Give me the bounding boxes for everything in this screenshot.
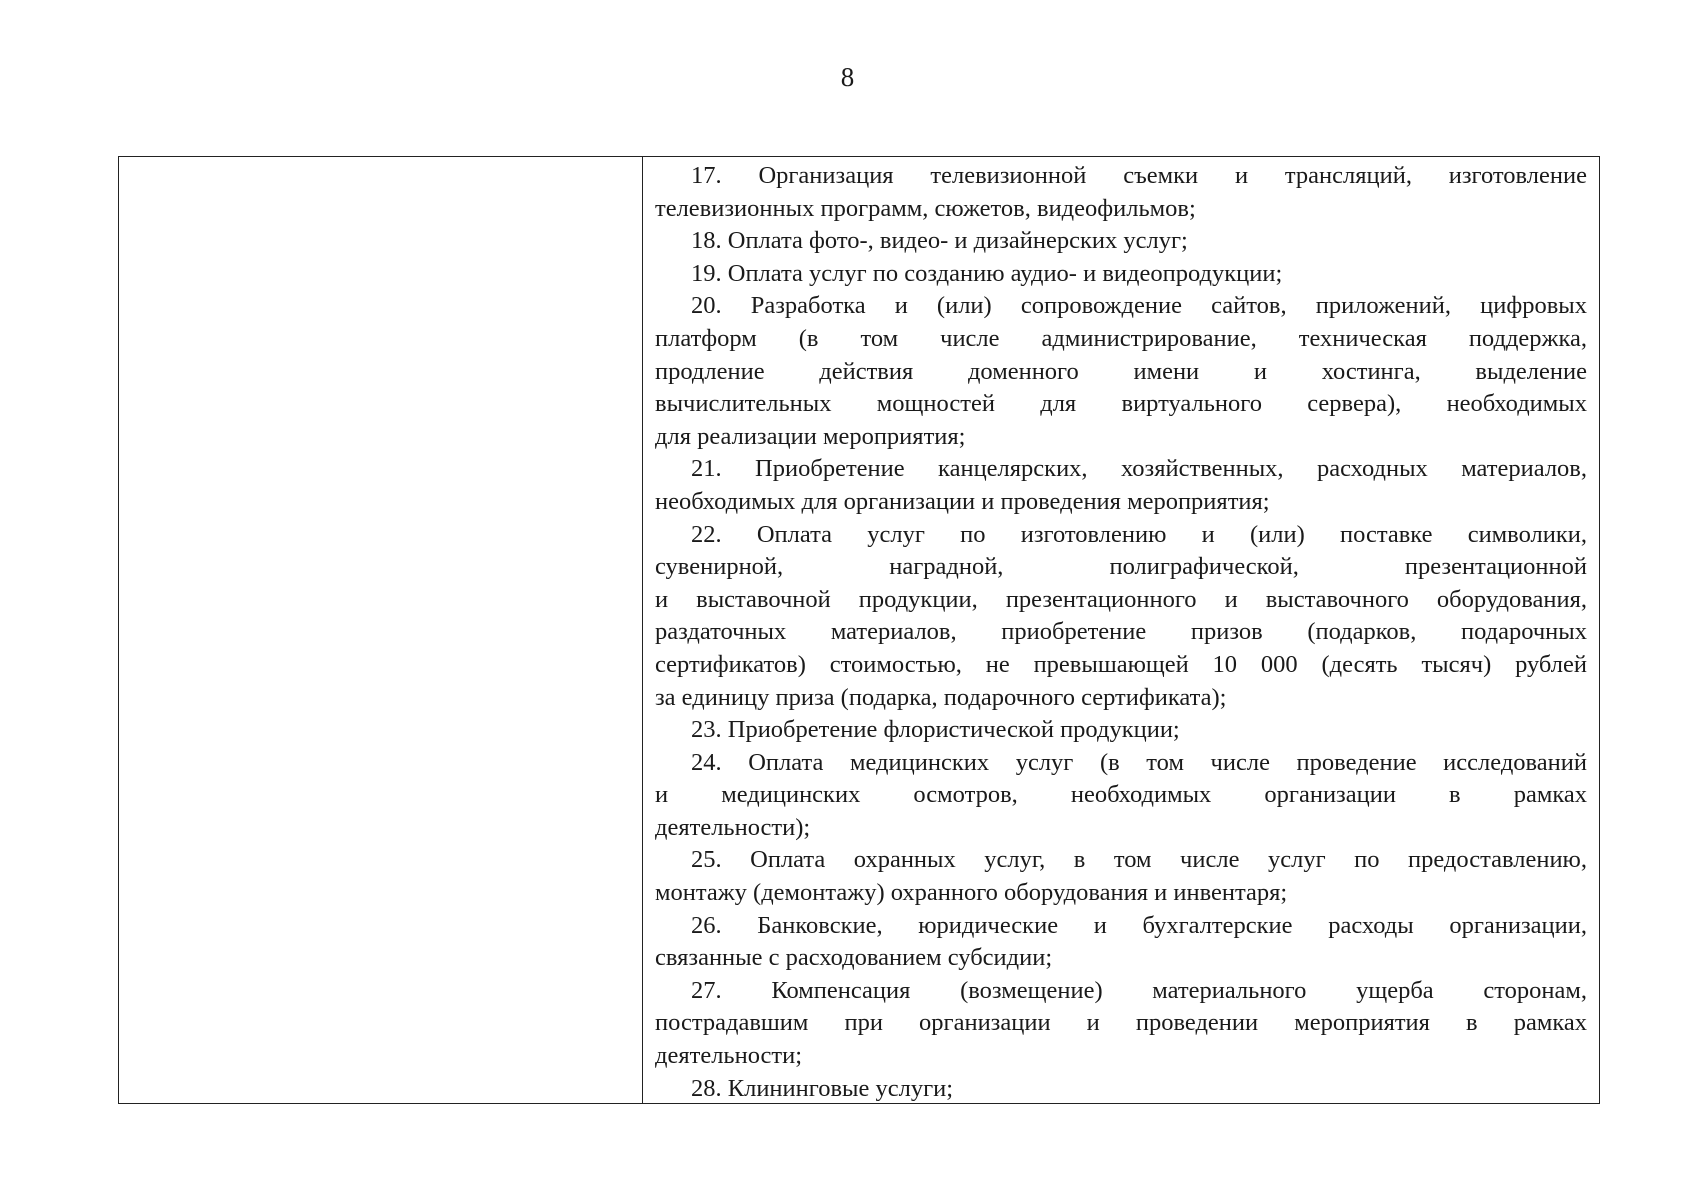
list-item [655,519,1587,715]
table-left-column [119,157,643,1103]
text-line: вычислительных мощностей для виртуального сервера), необходимых [655,390,1587,418]
text-line: связанные с расходованием субсидии; [655,944,1053,972]
text-line: для реализации мероприятия; [655,422,966,450]
text-line: продление действия доменного имени и хостинга, выделение [655,357,1587,385]
text-line: 27. Компенсация (возмещение) материального ущерба сторонам, [691,976,1587,1004]
list-item [655,225,1587,258]
text-line: 19. Оплата услуг по созданию аудио- и видеопродукции; [691,259,1283,287]
list-item [655,975,1587,1073]
text-line: деятельности; [655,1042,803,1070]
text-line: и медицинских осмотров, необходимых организации в рамках [655,781,1587,809]
document-table [118,156,1600,1104]
text-line: телевизионных программ, сюжетов, видеофильмов; [655,194,1196,222]
text-line: 24. Оплата медицинских услуг (в том числе проведение исследований [691,748,1587,776]
text-line: сувенирной, наградной, полиграфической, презентационной [655,553,1587,581]
list-item [655,160,1587,225]
text-line: деятельности); [655,813,811,841]
list-item [655,714,1587,747]
list-item [655,747,1587,845]
text-line: за единицу приза (подарка, подарочного сертификата); [655,683,1227,711]
list-item [655,258,1587,291]
text-line: пострадавшим при организации и проведении мероприятия в рамках [655,1009,1587,1037]
list-item [655,290,1587,453]
table-right-column [655,160,1587,1105]
list-item [655,844,1587,909]
text-line: монтажу (демонтажу) охранного оборудования и инвентаря; [655,879,1288,907]
text-line: 18. Оплата фото-, видео- и дизайнерских услуг; [691,227,1188,255]
list-item [655,910,1587,975]
page-number: 8 [840,62,855,92]
text-line: 23. Приобретение флористической продукции; [691,716,1180,744]
text-line: 25. Оплата охранных услуг, в том числе услуг по предоставлению, [691,846,1587,874]
text-line: 28. Клининговые услуги; [691,1074,954,1102]
text-line: 20. Разработка и (или) сопровождение сайтов, приложений, цифровых [691,292,1587,320]
text-line: необходимых для организации и проведения мероприятия; [655,487,1270,515]
text-line: 21. Приобретение канцелярских, хозяйственных, расходных материалов, [691,455,1587,483]
list-item [655,1073,1587,1106]
text-line: платформ (в том числе администрирование, техническая поддержка, [655,324,1587,352]
text-line: 22. Оплата услуг по изготовлению и (или) поставке символики, [691,520,1587,548]
text-line: 17. Организация телевизионной съемки и трансляций, изготовление [691,162,1587,189]
list-item [655,453,1587,518]
text-line: 26. Банковские, юридические и бухгалтерские расходы организации, [691,911,1587,939]
text-line: раздаточных материалов, приобретение призов (подарков, подарочных [655,618,1587,646]
text-line: сертификатов) стоимостью, не превышающей 10 000 (десять тысяч) рублей [655,650,1587,678]
text-line: и выставочной продукции, презентационного и выставочного оборудования, [655,585,1587,613]
